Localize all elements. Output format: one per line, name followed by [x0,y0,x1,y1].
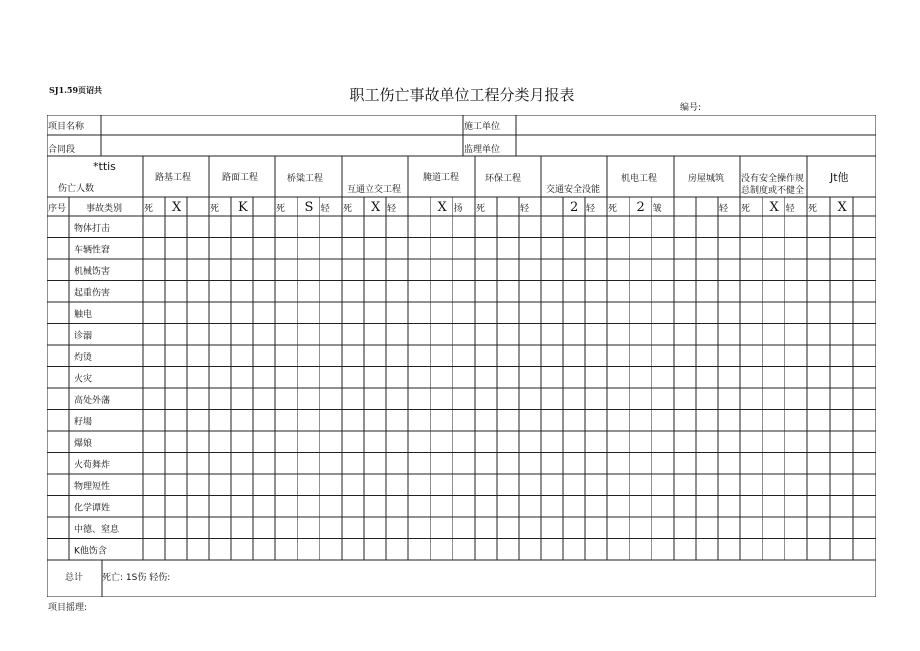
sub-header-cell: 死 [741,204,751,214]
sub-header-cell: X [437,200,447,215]
sub-header-cell: S [304,200,314,215]
sub-header-cell: 死 [343,204,353,214]
total-label: 总计 [65,573,84,583]
sub-header-cell: 死 [144,204,154,214]
casualty-header-top: *ttis [93,160,116,173]
sub-header-cell: 2 [636,200,645,215]
sub-header-cell: 死 [808,204,818,214]
category-label: 高处外藩 [74,396,111,406]
sub-header-cell: 轻 [719,204,729,214]
sub-header-cell: 轻 [785,204,795,214]
category-list [74,222,120,557]
sub-header-cell: 2 [570,200,579,215]
project-manager-label: 项目摇理: [48,603,88,613]
sub-header-cell: 死 [476,204,486,214]
group-header-interchange: 互通立交工程 [347,185,402,195]
sub-header-cell: X [172,200,182,215]
supervision-unit-label: 监理单位 [464,145,501,155]
sub-header-cell: 轻 [520,204,530,214]
sub-header-cell: 死 [210,204,220,214]
group-header-subgrade: 路基工程 [155,173,192,183]
category-label: 物体打击 [74,224,111,234]
sub-header-cell: X [769,200,779,215]
type-header: 事故类别 [86,204,123,214]
group-header-no-safety-rules-2: 总制度或不健全 [741,186,805,196]
group-header-traffic-safety: 交通安全没能 [546,185,601,195]
sub-header-cell: 死 [608,204,618,214]
casualty-header: 伤亡人数 [58,184,95,194]
contract-section-label: 合同段 [48,145,76,155]
category-label: K他饬含 [74,546,107,557]
category-label: 物理短性 [74,482,111,492]
report-table [47,115,876,597]
sub-header-cell: 死 [276,204,286,214]
category-label: 诊溺 [74,331,93,342]
seq-header: 序号 [48,204,67,214]
category-label: 触电 [74,310,93,320]
group-header-building: 房屋城筑 [688,174,725,184]
total-text: 死亡: 1S伤 轻伤: [102,573,171,583]
construction-unit-label: 施工单位 [464,122,501,132]
category-label: 车辆性窘 [74,245,111,256]
sub-header-cell: 轻 [586,204,596,214]
sub-header-cell: X [371,200,381,215]
serial-number-label: 编号: [680,103,702,113]
sub-header-row [144,200,848,215]
sub-header-cell: K [238,200,248,215]
project-name-label: 项目名称 [48,122,85,132]
category-label: 起重伤害 [74,288,111,299]
group-header-tunnel: 腌道工程 [423,173,460,183]
category-label: 爆娘 [74,439,93,449]
category-label: 火灾 [74,374,93,385]
group-header-environment: 环保工程 [485,174,522,184]
category-label: 机械饬害 [74,267,111,277]
category-label: 灼烫 [74,353,93,363]
category-label: 中德、窒息 [74,525,120,535]
group-header-electromechanical: 机电工程 [621,174,658,184]
group-header-bridge: 桥粱工程 [287,174,324,184]
sub-header-cell: 扬 [453,204,463,214]
group-header-pavement: 路面工程 [222,173,259,183]
sub-header-cell: 皱 [652,204,662,214]
sub-header-cell: 轻 [320,204,330,214]
sub-header-cell: 轻 [387,204,397,214]
category-label: 化学谭姓 [74,503,111,514]
sub-header-cell: X [837,200,847,215]
report-title: 职工伤亡事故单位工程分类月报表 [349,86,575,104]
group-header-no-safety-rules-1: 没有安全操作规 [741,174,805,184]
category-label: 火荀舞炸 [74,460,111,471]
category-label: 籽場 [74,417,93,428]
form-code: SJ1.59页诏共 [49,85,103,95]
group-header-other: Jt他 [830,171,849,184]
